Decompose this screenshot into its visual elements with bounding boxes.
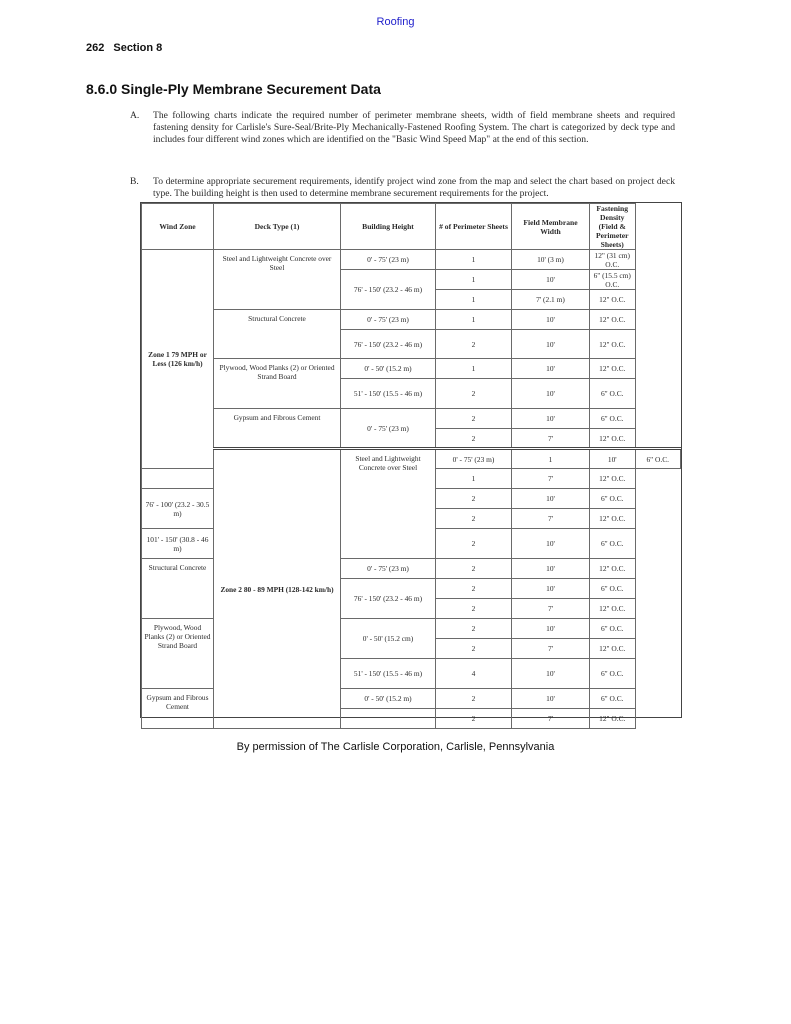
- width-cell: 10': [512, 330, 590, 359]
- building-height-cell: 101' - 150' (30.8 - 46 m): [142, 529, 214, 559]
- paragraph-text: To determine appropriate securement requirements, identify project wind zone from the map and select the chart based on project deck type. The building height is then used to determine membrane securement requirements for the project.: [153, 176, 675, 199]
- density-cell: 12" O.C.: [590, 469, 636, 489]
- density-cell: 12" O.C.: [590, 429, 636, 449]
- deck-type-cell: Steel and Lightweight Concrete over Steel: [341, 449, 436, 559]
- density-cell: 6" (15.5 cm) O.C.: [590, 270, 636, 290]
- building-height-cell: 0' - 75' (23 m): [341, 409, 436, 449]
- building-height-cell: [341, 709, 436, 729]
- sheets-cell: 2: [436, 639, 512, 659]
- section-label: Section 8: [113, 42, 163, 54]
- paragraph-marker: B.: [130, 176, 139, 187]
- sheets-cell: 2: [436, 489, 512, 509]
- securement-table: [141, 203, 681, 729]
- density-cell: 6" O.C.: [590, 689, 636, 709]
- paragraph-a: [130, 110, 675, 145]
- sheets-cell: 1: [436, 359, 512, 379]
- sheets-cell: 1: [436, 290, 512, 310]
- density-cell: 6" O.C.: [590, 579, 636, 599]
- sheets-cell: 2: [436, 689, 512, 709]
- density-cell: 12" O.C.: [590, 330, 636, 359]
- deck-type-cell: Steel and Lightweight Concrete over Steel: [214, 250, 341, 310]
- sheets-cell: 2: [436, 559, 512, 579]
- density-cell: 12" O.C.: [590, 559, 636, 579]
- sheets-cell: 1: [436, 310, 512, 330]
- density-cell: 6" O.C.: [635, 449, 681, 469]
- density-cell: 12" O.C.: [590, 359, 636, 379]
- sheets-cell: 4: [436, 659, 512, 689]
- sheets-cell: 2: [436, 509, 512, 529]
- building-height-cell: 0' - 50' (15.2 m): [341, 689, 436, 709]
- paragraph-b: [130, 176, 675, 200]
- building-height-cell: 0' - 75' (23 m): [341, 559, 436, 579]
- section-title: 8.6.0 Single-Ply Membrane Securement Data: [86, 81, 381, 97]
- width-cell: 7': [512, 509, 590, 529]
- density-cell: 6" O.C.: [590, 409, 636, 429]
- paragraph-text: The following charts indicate the required number of perimeter membrane sheets, width of field membrane sheets and required fastening density for Carlisle's Sure-Seal/Brite-Ply Mechanically-Fastened Roofing System. The chart is categorized by deck type and includes four different wind zones which are identified on the "Basic Wind Speed Map" at the end of this section.: [153, 110, 675, 145]
- sheets-cell: 2: [436, 429, 512, 449]
- width-cell: 10' (3 m): [512, 250, 590, 270]
- paragraph-marker: A.: [130, 110, 140, 121]
- width-cell: 10': [512, 559, 590, 579]
- width-cell: 7': [512, 469, 590, 489]
- building-height-cell: 76' - 150' (23.2 - 46 m): [341, 579, 436, 619]
- header-deck-type: Deck Type (1): [214, 204, 341, 250]
- sheets-cell: 2: [436, 330, 512, 359]
- sheets-cell: 2: [436, 529, 512, 559]
- building-height-cell: 0' - 75' (23 m): [341, 310, 436, 330]
- width-cell: 7': [512, 709, 590, 729]
- sheets-cell: 2: [436, 579, 512, 599]
- deck-type-cell: Structural Concrete: [214, 310, 341, 359]
- deck-type-cell: Gypsum and Fibrous Cement: [214, 409, 341, 449]
- header-building-height: Building Height: [341, 204, 436, 250]
- header-fastening-density: Fastening Density (Field & Perimeter Sheets): [590, 204, 636, 250]
- width-cell: 7': [512, 599, 590, 619]
- table-row: [142, 310, 681, 330]
- density-cell: 6" O.C.: [590, 619, 636, 639]
- sheets-cell: 2: [436, 619, 512, 639]
- width-cell: 10': [590, 449, 636, 469]
- width-cell: 10': [512, 579, 590, 599]
- building-height-cell: 51' - 150' (15.5 - 46 m): [341, 659, 436, 689]
- sheets-cell: 1: [436, 270, 512, 290]
- table-row: [142, 409, 681, 429]
- density-cell: 12" O.C.: [590, 310, 636, 330]
- table-row: [142, 250, 681, 270]
- density-cell: 12" O.C.: [590, 639, 636, 659]
- building-height-cell: 51' - 150' (15.5 - 46 m): [341, 379, 436, 409]
- width-cell: 10': [512, 310, 590, 330]
- page-header: [86, 42, 171, 54]
- securement-table-frame: [140, 202, 682, 723]
- width-cell: 10': [512, 619, 590, 639]
- building-height-cell: [142, 469, 214, 489]
- sheets-cell: 2: [436, 709, 512, 729]
- density-cell: 12" O.C.: [590, 709, 636, 729]
- deck-type-cell: Plywood, Wood Planks (2) or Oriented Strand Board: [214, 359, 341, 409]
- building-height-cell: 76' - 150' (23.2 - 46 m): [341, 330, 436, 359]
- zone-2-cell: Zone 2 80 - 89 MPH (128-142 km/h): [214, 449, 341, 729]
- sheets-cell: 1: [512, 449, 590, 469]
- width-cell: 7': [512, 639, 590, 659]
- width-cell: 10': [512, 489, 590, 509]
- sheets-cell: 2: [436, 599, 512, 619]
- sheets-cell: 1: [436, 250, 512, 270]
- building-height-cell: 0' - 50' (15.2 cm): [341, 619, 436, 659]
- width-cell: 7': [512, 429, 590, 449]
- building-height-cell: 76' - 100' (23.2 - 30.5 m): [142, 489, 214, 529]
- deck-type-cell: Gypsum and Fibrous Cement: [142, 689, 214, 729]
- width-cell: 10': [512, 409, 590, 429]
- header-perimeter-sheets: # of Perimeter Sheets: [436, 204, 512, 250]
- density-cell: 6" O.C.: [590, 659, 636, 689]
- deck-type-cell: Structural Concrete: [142, 559, 214, 619]
- building-height-cell: 0' - 75' (23 m): [341, 250, 436, 270]
- density-cell: 6" O.C.: [590, 379, 636, 409]
- table-header-row: [142, 204, 681, 250]
- sheets-cell: 2: [436, 409, 512, 429]
- building-height-cell: 0' - 75' (23 m): [436, 449, 512, 469]
- zone-1-cell: Zone 1 79 MPH or Less (126 km/h): [142, 250, 214, 469]
- header-field-membrane-width: Field Membrane Width: [512, 204, 590, 250]
- table-row: [142, 359, 681, 379]
- width-cell: 10': [512, 359, 590, 379]
- page-number: 262: [86, 42, 105, 54]
- credit-line: By permission of The Carlisle Corporation, Carlisle, Pennsylvania: [236, 741, 555, 753]
- width-cell: 10': [512, 529, 590, 559]
- density-cell: 12" O.C.: [590, 290, 636, 310]
- density-cell: 12" O.C.: [590, 599, 636, 619]
- sheets-cell: 2: [436, 379, 512, 409]
- width-cell: 7' (2.1 m): [512, 290, 590, 310]
- header-wind-zone: Wind Zone: [142, 204, 214, 250]
- roofing-link[interactable]: Roofing: [376, 16, 415, 28]
- density-cell: 6" O.C.: [590, 529, 636, 559]
- width-cell: 10': [512, 689, 590, 709]
- width-cell: 10': [512, 270, 590, 290]
- width-cell: 10': [512, 659, 590, 689]
- density-cell: 6" O.C.: [590, 489, 636, 509]
- table-row: [142, 449, 681, 469]
- sheets-cell: 1: [436, 469, 512, 489]
- building-height-cell: 0' - 50' (15.2 m): [341, 359, 436, 379]
- deck-type-cell: Plywood, Wood Planks (2) or Oriented Strand Board: [142, 619, 214, 689]
- density-cell: 12" (31 cm) O.C.: [590, 250, 636, 270]
- density-cell: 12" O.C.: [590, 509, 636, 529]
- building-height-cell: 76' - 150' (23.2 - 46 m): [341, 270, 436, 310]
- width-cell: 10': [512, 379, 590, 409]
